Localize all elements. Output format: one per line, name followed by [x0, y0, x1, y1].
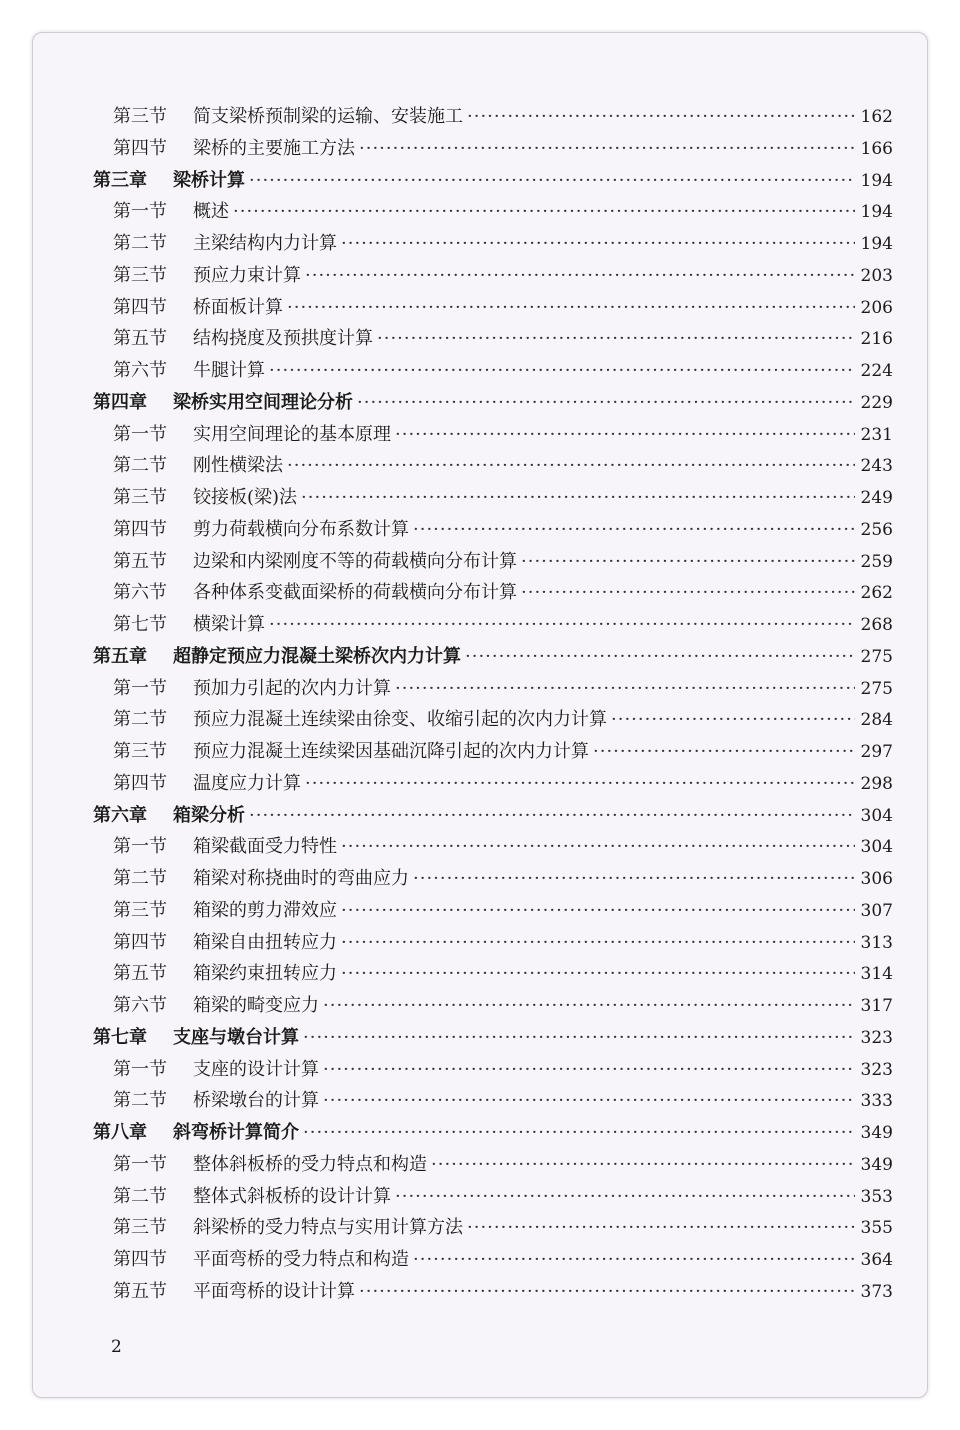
toc-entry-label: 第五章 — [93, 645, 147, 667]
toc-entry-title: 概述 — [193, 201, 229, 223]
toc-entry-title: 超静定预应力混凝土梁桥次内力计算 — [173, 645, 461, 667]
toc-entry-label: 第五节 — [113, 1280, 167, 1302]
toc-section-row — [93, 1244, 893, 1276]
dot-leader — [341, 228, 855, 260]
dot-leader — [341, 831, 855, 863]
toc-entry-page: 323 — [860, 1059, 893, 1080]
toc-entry-label: 第四节 — [113, 931, 167, 953]
toc-entry-title: 刚性横梁法 — [193, 455, 283, 477]
toc-entry-title: 支座与墩台计算 — [173, 1026, 299, 1048]
dot-leader — [341, 895, 855, 927]
dot-leader — [233, 196, 855, 228]
toc-entry-label: 第五节 — [113, 963, 167, 985]
toc-entry-page: 166 — [860, 138, 893, 159]
toc-entry-title: 预应力束计算 — [193, 264, 301, 286]
toc-entry-page: 317 — [860, 996, 893, 1016]
toc-section-row — [93, 482, 893, 514]
toc-entry-page: 307 — [860, 900, 893, 921]
dot-leader — [395, 419, 855, 451]
toc-entry-label: 第四节 — [113, 1249, 167, 1270]
toc-entry-label: 第二节 — [113, 233, 167, 254]
toc-entry-page: 353 — [860, 1186, 893, 1207]
toc-section-row — [93, 355, 893, 387]
dot-leader — [467, 101, 855, 133]
toc-entry-page: 229 — [860, 392, 893, 413]
toc-entry-page: 194 — [860, 202, 893, 223]
toc-section-row — [93, 196, 893, 228]
toc-entry-label: 第四节 — [113, 772, 167, 794]
toc-entry-page: 194 — [860, 234, 893, 254]
toc-section-row — [93, 768, 893, 800]
toc-entry-label: 第一节 — [113, 1153, 167, 1175]
toc-entry-title: 梁桥的主要施工方法 — [193, 137, 355, 159]
toc-entry-label: 第一节 — [113, 836, 167, 858]
toc-section-row — [93, 704, 893, 736]
dot-leader — [341, 927, 855, 959]
toc-section-row — [93, 1181, 893, 1213]
toc-entry-page: 275 — [860, 646, 893, 667]
toc-entry-title: 剪力荷载横向分布系数计算 — [193, 518, 409, 540]
toc-entry-page: 297 — [860, 742, 893, 762]
toc-chapter-row — [93, 641, 893, 673]
toc-entry-page: 355 — [860, 1218, 893, 1239]
toc-entry-title: 温度应力计算 — [193, 772, 301, 794]
table-of-contents — [93, 101, 893, 1308]
toc-section-row — [93, 101, 893, 133]
dot-leader — [249, 165, 855, 197]
toc-entry-title: 桥梁墩台的计算 — [193, 1090, 319, 1112]
dot-leader — [611, 704, 855, 736]
toc-entry-label: 第六节 — [113, 995, 167, 1016]
toc-entry-page: 373 — [860, 1281, 893, 1302]
dot-leader — [593, 736, 855, 768]
toc-entry-title: 预应力混凝土连续梁因基础沉降引起的次内力计算 — [193, 741, 589, 762]
toc-entry-title: 箱梁的畸变应力 — [193, 995, 319, 1016]
toc-section-row — [93, 1085, 893, 1117]
toc-entry-page: 275 — [860, 678, 893, 699]
dot-leader — [249, 800, 855, 832]
toc-section-row — [93, 927, 893, 959]
toc-entry-label: 第二节 — [113, 1185, 167, 1207]
toc-entry-title: 箱梁分析 — [173, 804, 245, 826]
toc-entry-title: 预应力混凝土连续梁由徐变、收缩引起的次内力计算 — [193, 709, 607, 731]
dot-leader — [301, 482, 855, 514]
toc-entry-page: 306 — [860, 869, 893, 889]
toc-entry-label: 第五节 — [113, 328, 167, 350]
toc-chapter-row — [93, 1022, 893, 1054]
dot-leader — [377, 323, 855, 355]
dot-leader — [395, 673, 855, 705]
toc-entry-page: 349 — [860, 1154, 893, 1175]
dot-leader — [323, 1054, 855, 1086]
page-number: 2 — [111, 1337, 122, 1357]
toc-entry-page: 323 — [860, 1027, 893, 1048]
toc-entry-page: 216 — [860, 329, 893, 350]
toc-entry-page: 304 — [860, 837, 893, 858]
toc-entry-label: 第一节 — [113, 201, 167, 223]
toc-entry-title: 各种体系变截面梁桥的荷载横向分布计算 — [193, 582, 517, 604]
dot-leader — [303, 1022, 855, 1054]
toc-chapter-row — [93, 1117, 893, 1149]
dot-leader — [359, 133, 855, 165]
toc-entry-page: 298 — [860, 773, 893, 794]
toc-section-row — [93, 990, 893, 1022]
toc-section-row — [93, 546, 893, 578]
toc-entry-title: 箱梁截面受力特性 — [193, 836, 337, 858]
toc-section-row — [93, 1276, 893, 1308]
dot-leader — [305, 768, 855, 800]
document-page — [32, 32, 928, 1398]
toc-entry-page: 243 — [860, 456, 893, 477]
toc-entry-title: 箱梁自由扭转应力 — [193, 931, 337, 953]
toc-entry-page: 268 — [860, 615, 893, 635]
toc-entry-page: 224 — [860, 361, 893, 381]
toc-section-row — [93, 609, 893, 641]
toc-section-row — [93, 450, 893, 482]
toc-entry-title: 边梁和内梁刚度不等的荷载横向分布计算 — [193, 550, 517, 572]
dot-leader — [287, 292, 855, 324]
dot-leader — [413, 1244, 855, 1276]
toc-chapter-row — [93, 165, 893, 197]
toc-entry-label: 第三节 — [113, 899, 167, 921]
toc-entry-title: 斜梁桥的受力特点与实用计算方法 — [193, 1217, 463, 1239]
toc-entry-title: 主梁结构内力计算 — [193, 233, 337, 254]
toc-entry-title: 梁桥实用空间理论分析 — [173, 391, 353, 413]
toc-entry-page: 333 — [860, 1091, 893, 1112]
toc-entry-title: 铰接板(梁)法 — [193, 487, 298, 508]
toc-entry-title: 简支梁桥预制梁的运输、安装施工 — [193, 106, 463, 127]
toc-entry-page: 206 — [860, 297, 893, 318]
dot-leader — [323, 990, 855, 1022]
dot-leader — [303, 1117, 855, 1149]
toc-chapter-row — [93, 387, 893, 419]
toc-entry-title: 实用空间理论的基本原理 — [193, 423, 391, 445]
toc-section-row — [93, 895, 893, 927]
toc-entry-label: 第一节 — [113, 423, 167, 445]
toc-entry-label: 第二节 — [113, 868, 167, 889]
toc-entry-label: 第四章 — [93, 391, 147, 413]
toc-entry-page: 249 — [860, 488, 893, 508]
dot-leader — [287, 450, 855, 482]
toc-entry-label: 第七章 — [93, 1026, 147, 1048]
dot-leader — [359, 1276, 855, 1308]
toc-section-row — [93, 1212, 893, 1244]
toc-entry-label: 第二节 — [113, 709, 167, 731]
toc-entry-page: 259 — [860, 551, 893, 572]
toc-section-row — [93, 673, 893, 705]
toc-entry-page: 304 — [860, 805, 893, 826]
toc-section-row — [93, 419, 893, 451]
toc-entry-label: 第三章 — [93, 169, 147, 191]
dot-leader — [467, 1212, 855, 1244]
toc-entry-page: 194 — [860, 170, 893, 191]
toc-section-row — [93, 260, 893, 292]
toc-entry-title: 预加力引起的次内力计算 — [193, 677, 391, 699]
toc-entry-title: 整体斜板桥的受力特点和构造 — [193, 1153, 427, 1175]
toc-entry-label: 第三节 — [113, 741, 167, 762]
toc-entry-title: 梁桥计算 — [173, 169, 245, 191]
toc-section-row — [93, 1054, 893, 1086]
toc-entry-title: 箱梁约束扭转应力 — [193, 963, 337, 985]
toc-entry-label: 第二节 — [113, 1090, 167, 1112]
toc-entry-label: 第五节 — [113, 550, 167, 572]
dot-leader — [521, 577, 855, 609]
toc-entry-label: 第三节 — [113, 106, 167, 127]
toc-entry-label: 第二节 — [113, 455, 167, 477]
toc-section-row — [93, 292, 893, 324]
toc-entry-title: 支座的设计计算 — [193, 1058, 319, 1080]
toc-entry-label: 第六章 — [93, 804, 147, 826]
toc-entry-page: 364 — [860, 1250, 893, 1270]
toc-entry-label: 第三节 — [113, 264, 167, 286]
toc-section-row — [93, 958, 893, 990]
dot-leader — [357, 387, 855, 419]
toc-entry-title: 整体式斜板桥的设计计算 — [193, 1185, 391, 1207]
dot-leader — [269, 355, 855, 387]
toc-entry-label: 第四节 — [113, 518, 167, 540]
toc-entry-label: 第三节 — [113, 487, 167, 508]
dot-leader — [269, 609, 855, 641]
dot-leader — [395, 1181, 855, 1213]
toc-section-row — [93, 831, 893, 863]
toc-section-row — [93, 863, 893, 895]
toc-entry-label: 第六节 — [113, 582, 167, 604]
toc-entry-title: 牛腿计算 — [193, 360, 265, 381]
toc-entry-title: 横梁计算 — [193, 614, 265, 635]
toc-entry-label: 第四节 — [113, 137, 167, 159]
dot-leader — [413, 514, 855, 546]
dot-leader — [521, 546, 855, 578]
toc-entry-title: 结构挠度及预拱度计算 — [193, 328, 373, 350]
toc-section-row — [93, 323, 893, 355]
toc-section-row — [93, 577, 893, 609]
toc-entry-title: 平面弯桥的设计计算 — [193, 1280, 355, 1302]
toc-entry-page: 262 — [860, 583, 893, 604]
toc-entry-page: 349 — [860, 1123, 893, 1143]
toc-entry-label: 第六节 — [113, 360, 167, 381]
dot-leader — [341, 958, 855, 990]
toc-section-row — [93, 514, 893, 546]
toc-section-row — [93, 1149, 893, 1181]
dot-leader — [413, 863, 855, 895]
toc-entry-title: 斜弯桥计算简介 — [173, 1122, 299, 1143]
dot-leader — [431, 1149, 855, 1181]
toc-section-row — [93, 133, 893, 165]
toc-entry-page: 231 — [860, 424, 893, 445]
toc-entry-label: 第七节 — [113, 614, 167, 635]
toc-entry-title: 桥面板计算 — [193, 296, 283, 318]
toc-entry-page: 256 — [860, 519, 893, 540]
toc-entry-title: 箱梁对称挠曲时的弯曲应力 — [193, 868, 409, 889]
dot-leader — [465, 641, 855, 673]
toc-entry-label: 第八章 — [93, 1122, 147, 1143]
toc-section-row — [93, 228, 893, 260]
toc-entry-label: 第四节 — [113, 296, 167, 318]
toc-entry-label: 第三节 — [113, 1217, 167, 1239]
toc-entry-label: 第一节 — [113, 677, 167, 699]
toc-chapter-row — [93, 800, 893, 832]
toc-section-row — [93, 736, 893, 768]
dot-leader — [305, 260, 855, 292]
toc-entry-title: 箱梁的剪力滞效应 — [193, 899, 337, 921]
toc-entry-label: 第一节 — [113, 1058, 167, 1080]
toc-entry-page: 313 — [860, 932, 893, 953]
toc-entry-page: 162 — [860, 107, 893, 127]
dot-leader — [323, 1085, 855, 1117]
toc-entry-title: 平面弯桥的受力特点和构造 — [193, 1249, 409, 1270]
toc-entry-page: 284 — [860, 710, 893, 731]
toc-entry-page: 314 — [860, 964, 893, 985]
toc-entry-page: 203 — [860, 265, 893, 286]
